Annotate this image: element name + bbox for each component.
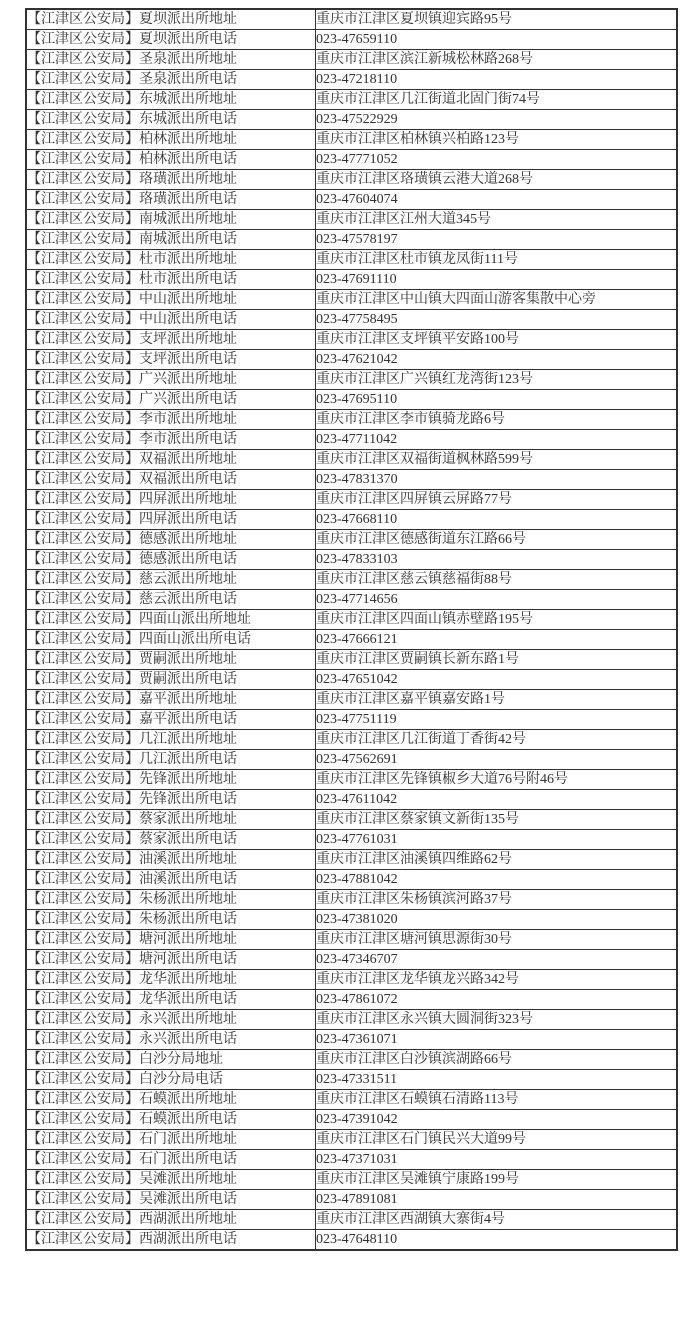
entry-label: 【江津区公安局】贾嗣派出所电话 — [26, 670, 316, 690]
entry-value: 023-47668110 — [316, 510, 678, 530]
table-row — [26, 970, 677, 990]
entry-label: 【江津区公安局】支坪派出所电话 — [26, 350, 316, 370]
table-row — [26, 590, 677, 610]
table-row — [26, 150, 677, 170]
entry-label: 【江津区公安局】珞璜派出所电话 — [26, 190, 316, 210]
entry-label: 【江津区公安局】东城派出所电话 — [26, 110, 316, 130]
entry-value: 023-47522929 — [316, 110, 678, 130]
entry-value: 023-47758495 — [316, 310, 678, 330]
table-row — [26, 730, 677, 750]
table-row — [26, 9, 677, 30]
entry-label: 【江津区公安局】四面山派出所电话 — [26, 630, 316, 650]
entry-label: 【江津区公安局】吴滩派出所地址 — [26, 1170, 316, 1190]
entry-value: 重庆市江津区支坪镇平安路100号 — [316, 330, 678, 350]
entry-label: 【江津区公安局】柏林派出所地址 — [26, 130, 316, 150]
entry-value: 023-47761031 — [316, 830, 678, 850]
table-row — [26, 70, 677, 90]
entry-value: 023-47604074 — [316, 190, 678, 210]
table-row — [26, 1110, 677, 1130]
entry-label: 【江津区公安局】白沙分局地址 — [26, 1050, 316, 1070]
police-station-table — [25, 8, 678, 1251]
entry-value: 023-47751119 — [316, 710, 678, 730]
entry-value: 023-47391042 — [316, 1110, 678, 1130]
table-row — [26, 1050, 677, 1070]
entry-label: 【江津区公安局】广兴派出所地址 — [26, 370, 316, 390]
entry-label: 【江津区公安局】圣泉派出所电话 — [26, 70, 316, 90]
entry-value: 023-47695110 — [316, 390, 678, 410]
table-row — [26, 810, 677, 830]
table-row — [26, 50, 677, 70]
entry-value: 重庆市江津区滨江新城松林路268号 — [316, 50, 678, 70]
table-row — [26, 1090, 677, 1110]
entry-label: 【江津区公安局】夏坝派出所地址 — [26, 9, 316, 30]
entry-value: 023-47691110 — [316, 270, 678, 290]
entry-label: 【江津区公安局】四面山派出所地址 — [26, 610, 316, 630]
table-row — [26, 1190, 677, 1210]
entry-label: 【江津区公安局】贾嗣派出所地址 — [26, 650, 316, 670]
table-row — [26, 850, 677, 870]
entry-value: 023-47833103 — [316, 550, 678, 570]
entry-value: 重庆市江津区贾嗣镇长新东路1号 — [316, 650, 678, 670]
table-row — [26, 710, 677, 730]
table-row — [26, 1210, 677, 1230]
entry-value: 重庆市江津区塘河镇思源街30号 — [316, 930, 678, 950]
table-row — [26, 250, 677, 270]
table-row — [26, 530, 677, 550]
table-row — [26, 290, 677, 310]
entry-label: 【江津区公安局】中山派出所电话 — [26, 310, 316, 330]
entry-label: 【江津区公安局】油溪派出所电话 — [26, 870, 316, 890]
entry-value: 重庆市江津区江州大道345号 — [316, 210, 678, 230]
entry-value: 重庆市江津区李市镇骑龙路6号 — [316, 410, 678, 430]
entry-value: 重庆市江津区德感街道东江路66号 — [316, 530, 678, 550]
table-row — [26, 690, 677, 710]
table-row — [26, 990, 677, 1010]
table-row — [26, 430, 677, 450]
entry-label: 【江津区公安局】四屏派出所电话 — [26, 510, 316, 530]
table-row — [26, 190, 677, 210]
entry-label: 【江津区公安局】朱杨派出所电话 — [26, 910, 316, 930]
entry-label: 【江津区公安局】嘉平派出所地址 — [26, 690, 316, 710]
entry-value: 023-47346707 — [316, 950, 678, 970]
entry-value: 重庆市江津区几江街道北固门街74号 — [316, 90, 678, 110]
entry-value: 023-47371031 — [316, 1150, 678, 1170]
entry-label: 【江津区公安局】石门派出所电话 — [26, 1150, 316, 1170]
entry-label: 【江津区公安局】支坪派出所地址 — [26, 330, 316, 350]
entry-label: 【江津区公安局】西湖派出所地址 — [26, 1210, 316, 1230]
entry-value: 023-47381020 — [316, 910, 678, 930]
entry-value: 023-47711042 — [316, 430, 678, 450]
entry-label: 【江津区公安局】慈云派出所电话 — [26, 590, 316, 610]
entry-value: 重庆市江津区西湖镇大寨街4号 — [316, 1210, 678, 1230]
entry-value: 023-47578197 — [316, 230, 678, 250]
entry-label: 【江津区公安局】油溪派出所地址 — [26, 850, 316, 870]
table-row — [26, 270, 677, 290]
entry-value: 023-47714656 — [316, 590, 678, 610]
table-row — [26, 1230, 677, 1251]
entry-value: 023-47891081 — [316, 1190, 678, 1210]
entry-label: 【江津区公安局】几江派出所地址 — [26, 730, 316, 750]
entry-label: 【江津区公安局】几江派出所电话 — [26, 750, 316, 770]
table-row — [26, 770, 677, 790]
entry-value: 重庆市江津区永兴镇大圆洞街323号 — [316, 1010, 678, 1030]
entry-value: 重庆市江津区龙华镇龙兴路342号 — [316, 970, 678, 990]
entry-value: 023-47659110 — [316, 30, 678, 50]
table-row — [26, 570, 677, 590]
table-row — [26, 170, 677, 190]
table-row — [26, 410, 677, 430]
table-row — [26, 490, 677, 510]
entry-value: 023-47666121 — [316, 630, 678, 650]
entry-value: 重庆市江津区柏林镇兴柏路123号 — [316, 130, 678, 150]
entry-label: 【江津区公安局】杜市派出所电话 — [26, 270, 316, 290]
entry-value: 023-47218110 — [316, 70, 678, 90]
table-row — [26, 1130, 677, 1150]
entry-label: 【江津区公安局】柏林派出所电话 — [26, 150, 316, 170]
entry-label: 【江津区公安局】石门派出所地址 — [26, 1130, 316, 1150]
entry-label: 【江津区公安局】德感派出所电话 — [26, 550, 316, 570]
table-row — [26, 390, 677, 410]
entry-label: 【江津区公安局】珞璜派出所地址 — [26, 170, 316, 190]
entry-label: 【江津区公安局】蔡家派出所电话 — [26, 830, 316, 850]
entry-label: 【江津区公安局】杜市派出所地址 — [26, 250, 316, 270]
entry-label: 【江津区公安局】朱杨派出所地址 — [26, 890, 316, 910]
entry-value: 重庆市江津区珞璜镇云港大道268号 — [316, 170, 678, 190]
entry-label: 【江津区公安局】龙华派出所电话 — [26, 990, 316, 1010]
entry-value: 重庆市江津区吴滩镇宁康路199号 — [316, 1170, 678, 1190]
table-row — [26, 750, 677, 770]
table-row — [26, 550, 677, 570]
entry-value: 重庆市江津区广兴镇红龙湾街123号 — [316, 370, 678, 390]
entry-value: 023-47611042 — [316, 790, 678, 810]
entry-label: 【江津区公安局】永兴派出所电话 — [26, 1030, 316, 1050]
table-row — [26, 670, 677, 690]
entry-label: 【江津区公安局】石蟆派出所电话 — [26, 1110, 316, 1130]
entry-value: 重庆市江津区朱杨镇滨河路37号 — [316, 890, 678, 910]
entry-label: 【江津区公安局】西湖派出所电话 — [26, 1230, 316, 1251]
entry-value: 023-47562691 — [316, 750, 678, 770]
entry-value: 023-47881042 — [316, 870, 678, 890]
entry-label: 【江津区公安局】双福派出所地址 — [26, 450, 316, 470]
entry-value: 重庆市江津区先锋镇椒乡大道76号附46号 — [316, 770, 678, 790]
table-row — [26, 930, 677, 950]
table-row — [26, 470, 677, 490]
entry-value: 重庆市江津区蔡家镇文新街135号 — [316, 810, 678, 830]
entry-label: 【江津区公安局】德感派出所地址 — [26, 530, 316, 550]
entry-label: 【江津区公安局】圣泉派出所地址 — [26, 50, 316, 70]
table-row — [26, 870, 677, 890]
entry-label: 【江津区公安局】先锋派出所地址 — [26, 770, 316, 790]
entry-value: 重庆市江津区四面山镇赤壁路195号 — [316, 610, 678, 630]
table-row — [26, 1150, 677, 1170]
table-row — [26, 890, 677, 910]
table-row — [26, 1030, 677, 1050]
entry-label: 【江津区公安局】南城派出所电话 — [26, 230, 316, 250]
table-row — [26, 230, 677, 250]
table-row — [26, 350, 677, 370]
table-row — [26, 1170, 677, 1190]
entry-value: 重庆市江津区慈云镇慈福街88号 — [316, 570, 678, 590]
table-row — [26, 450, 677, 470]
entry-value: 重庆市江津区石蟆镇石清路113号 — [316, 1090, 678, 1110]
table-row — [26, 90, 677, 110]
table-row — [26, 630, 677, 650]
entry-value: 023-47771052 — [316, 150, 678, 170]
entry-label: 【江津区公安局】东城派出所地址 — [26, 90, 316, 110]
table-row — [26, 610, 677, 630]
table-row — [26, 910, 677, 930]
entry-label: 【江津区公安局】双福派出所电话 — [26, 470, 316, 490]
entry-value: 023-47831370 — [316, 470, 678, 490]
entry-value: 重庆市江津区四屏镇云屏路77号 — [316, 490, 678, 510]
table-row — [26, 830, 677, 850]
table-row — [26, 310, 677, 330]
table-row — [26, 1070, 677, 1090]
entry-label: 【江津区公安局】李市派出所地址 — [26, 410, 316, 430]
table-row — [26, 210, 677, 230]
table-row — [26, 790, 677, 810]
entry-label: 【江津区公安局】先锋派出所电话 — [26, 790, 316, 810]
entry-label: 【江津区公安局】吴滩派出所电话 — [26, 1190, 316, 1210]
table-row — [26, 510, 677, 530]
entry-value: 重庆市江津区夏坝镇迎宾路95号 — [316, 9, 678, 30]
table-row — [26, 650, 677, 670]
entry-label: 【江津区公安局】广兴派出所电话 — [26, 390, 316, 410]
entry-value: 023-47621042 — [316, 350, 678, 370]
entry-value: 重庆市江津区双福街道枫林路599号 — [316, 450, 678, 470]
entry-label: 【江津区公安局】嘉平派出所电话 — [26, 710, 316, 730]
entry-label: 【江津区公安局】塘河派出所地址 — [26, 930, 316, 950]
police-station-table-body — [26, 9, 677, 1250]
entry-value: 重庆市江津区杜市镇龙凤街111号 — [316, 250, 678, 270]
table-row — [26, 1010, 677, 1030]
entry-value: 重庆市江津区几江街道丁香街42号 — [316, 730, 678, 750]
entry-label: 【江津区公安局】慈云派出所地址 — [26, 570, 316, 590]
entry-value: 023-47361071 — [316, 1030, 678, 1050]
entry-label: 【江津区公安局】南城派出所地址 — [26, 210, 316, 230]
entry-label: 【江津区公安局】塘河派出所电话 — [26, 950, 316, 970]
entry-label: 【江津区公安局】夏坝派出所电话 — [26, 30, 316, 50]
entry-value: 重庆市江津区石门镇民兴大道99号 — [316, 1130, 678, 1150]
entry-value: 重庆市江津区中山镇大四面山游客集散中心旁 — [316, 290, 678, 310]
entry-value: 023-47648110 — [316, 1230, 678, 1251]
entry-value: 重庆市江津区油溪镇四维路62号 — [316, 850, 678, 870]
table-row — [26, 950, 677, 970]
table-row — [26, 130, 677, 150]
entry-value: 023-47651042 — [316, 670, 678, 690]
entry-label: 【江津区公安局】白沙分局电话 — [26, 1070, 316, 1090]
table-row — [26, 30, 677, 50]
entry-value: 023-47331511 — [316, 1070, 678, 1090]
entry-label: 【江津区公安局】中山派出所地址 — [26, 290, 316, 310]
entry-value: 023-47861072 — [316, 990, 678, 1010]
table-row — [26, 370, 677, 390]
entry-value: 重庆市江津区嘉平镇嘉安路1号 — [316, 690, 678, 710]
entry-label: 【江津区公安局】蔡家派出所地址 — [26, 810, 316, 830]
table-row — [26, 110, 677, 130]
entry-label: 【江津区公安局】石蟆派出所地址 — [26, 1090, 316, 1110]
entry-label: 【江津区公安局】永兴派出所地址 — [26, 1010, 316, 1030]
table-row — [26, 330, 677, 350]
entry-label: 【江津区公安局】龙华派出所地址 — [26, 970, 316, 990]
entry-value: 重庆市江津区白沙镇滨湖路66号 — [316, 1050, 678, 1070]
entry-label: 【江津区公安局】四屏派出所地址 — [26, 490, 316, 510]
entry-label: 【江津区公安局】李市派出所电话 — [26, 430, 316, 450]
